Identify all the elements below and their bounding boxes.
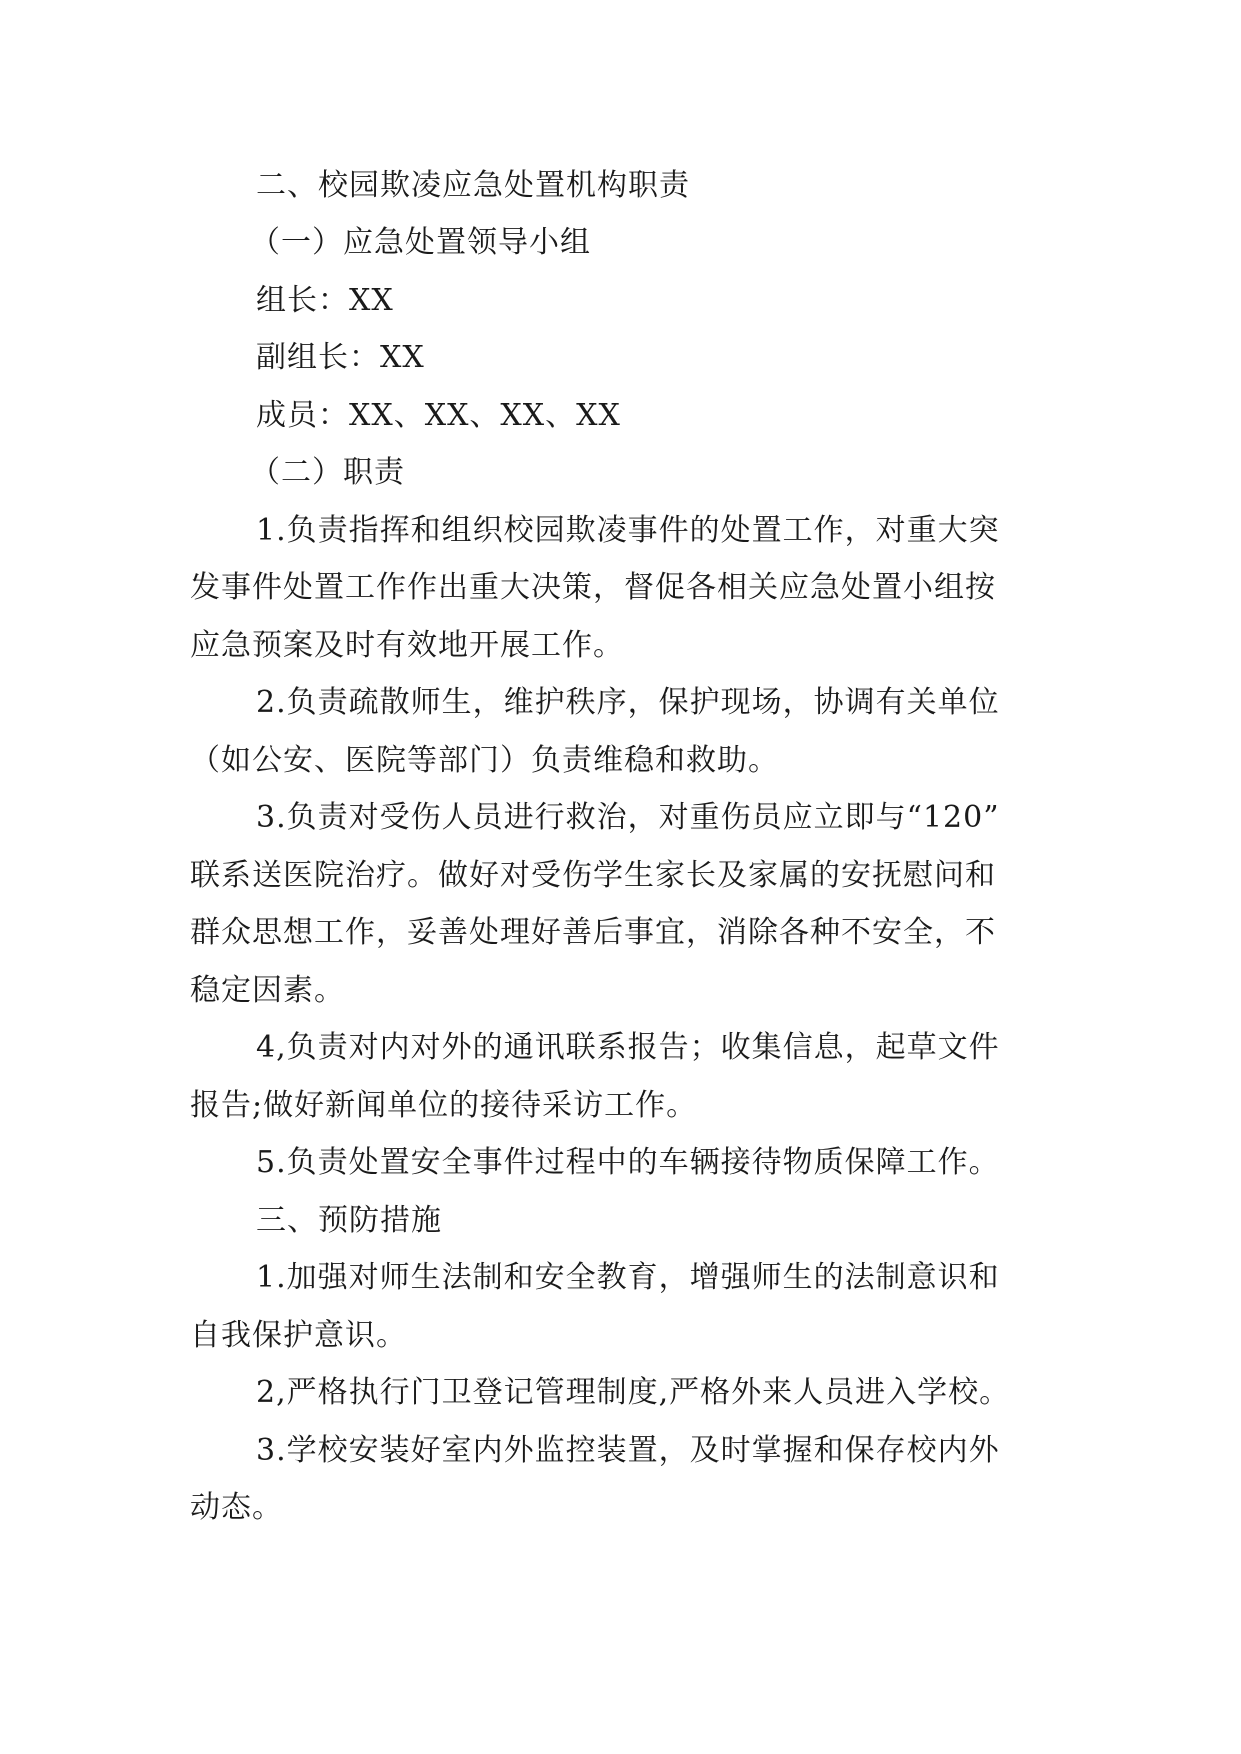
team-members: 成员：XX、XX、XX、XX — [256, 398, 621, 433]
paragraph-line: 3.负责对受伤人员进行救治，对重伤员应立即与“120” — [256, 800, 1000, 835]
team-leader: 组长：XX — [256, 283, 394, 318]
paragraph-line: 稳定因素。 — [190, 973, 345, 1008]
paragraph-line: 应急预案及时有效地开展工作。 — [190, 628, 624, 663]
paragraph-line: 1.负责指挥和组织校园欺凌事件的处置工作，对重大突 — [256, 513, 1000, 548]
paragraph-line: 报告;做好新闻单位的接待采访工作。 — [190, 1088, 698, 1123]
subsection-heading-leadership: （一）应急处置领导小组 — [250, 225, 591, 260]
paragraph-line: （如公安、医院等部门）负责维稳和救助。 — [190, 743, 779, 778]
paragraph-line: 1.加强对师生法制和安全教育，增强师生的法制意识和 — [256, 1260, 1000, 1295]
section-heading-3: 三、预防措施 — [256, 1203, 442, 1238]
paragraph-line: 5.负责处置安全事件过程中的车辆接待物质保障工作。 — [256, 1145, 1000, 1180]
paragraph-line: 发事件处置工作作出重大决策，督促各相关应急处置小组按 — [190, 570, 996, 605]
deputy-team-leader: 副组长：XX — [256, 340, 425, 375]
paragraph-line: 联系送医院治疗。做好对受伤学生家长及家属的安抚慰问和 — [190, 858, 996, 893]
paragraph-line: 4,负责对内对外的通讯联系报告；收集信息，起草文件 — [256, 1030, 1000, 1065]
paragraph-line: 动态。 — [190, 1490, 283, 1525]
subsection-heading-duties: （二）职责 — [250, 455, 405, 490]
paragraph-line: 2,严格执行门卫登记管理制度,严格外来人员进入学校。 — [256, 1375, 1011, 1410]
paragraph-line: 3.学校安装好室内外监控装置，及时掌握和保存校内外 — [256, 1433, 1000, 1468]
paragraph-line: 2.负责疏散师生，维护秩序，保护现场，协调有关单位 — [256, 685, 1000, 720]
paragraph-line: 自我保护意识。 — [190, 1318, 407, 1353]
section-heading-2: 二、校园欺凌应急处置机构职责 — [256, 168, 690, 203]
paragraph-line: 群众思想工作，妥善处理好善后事宜，消除各种不安全，不 — [190, 915, 996, 950]
